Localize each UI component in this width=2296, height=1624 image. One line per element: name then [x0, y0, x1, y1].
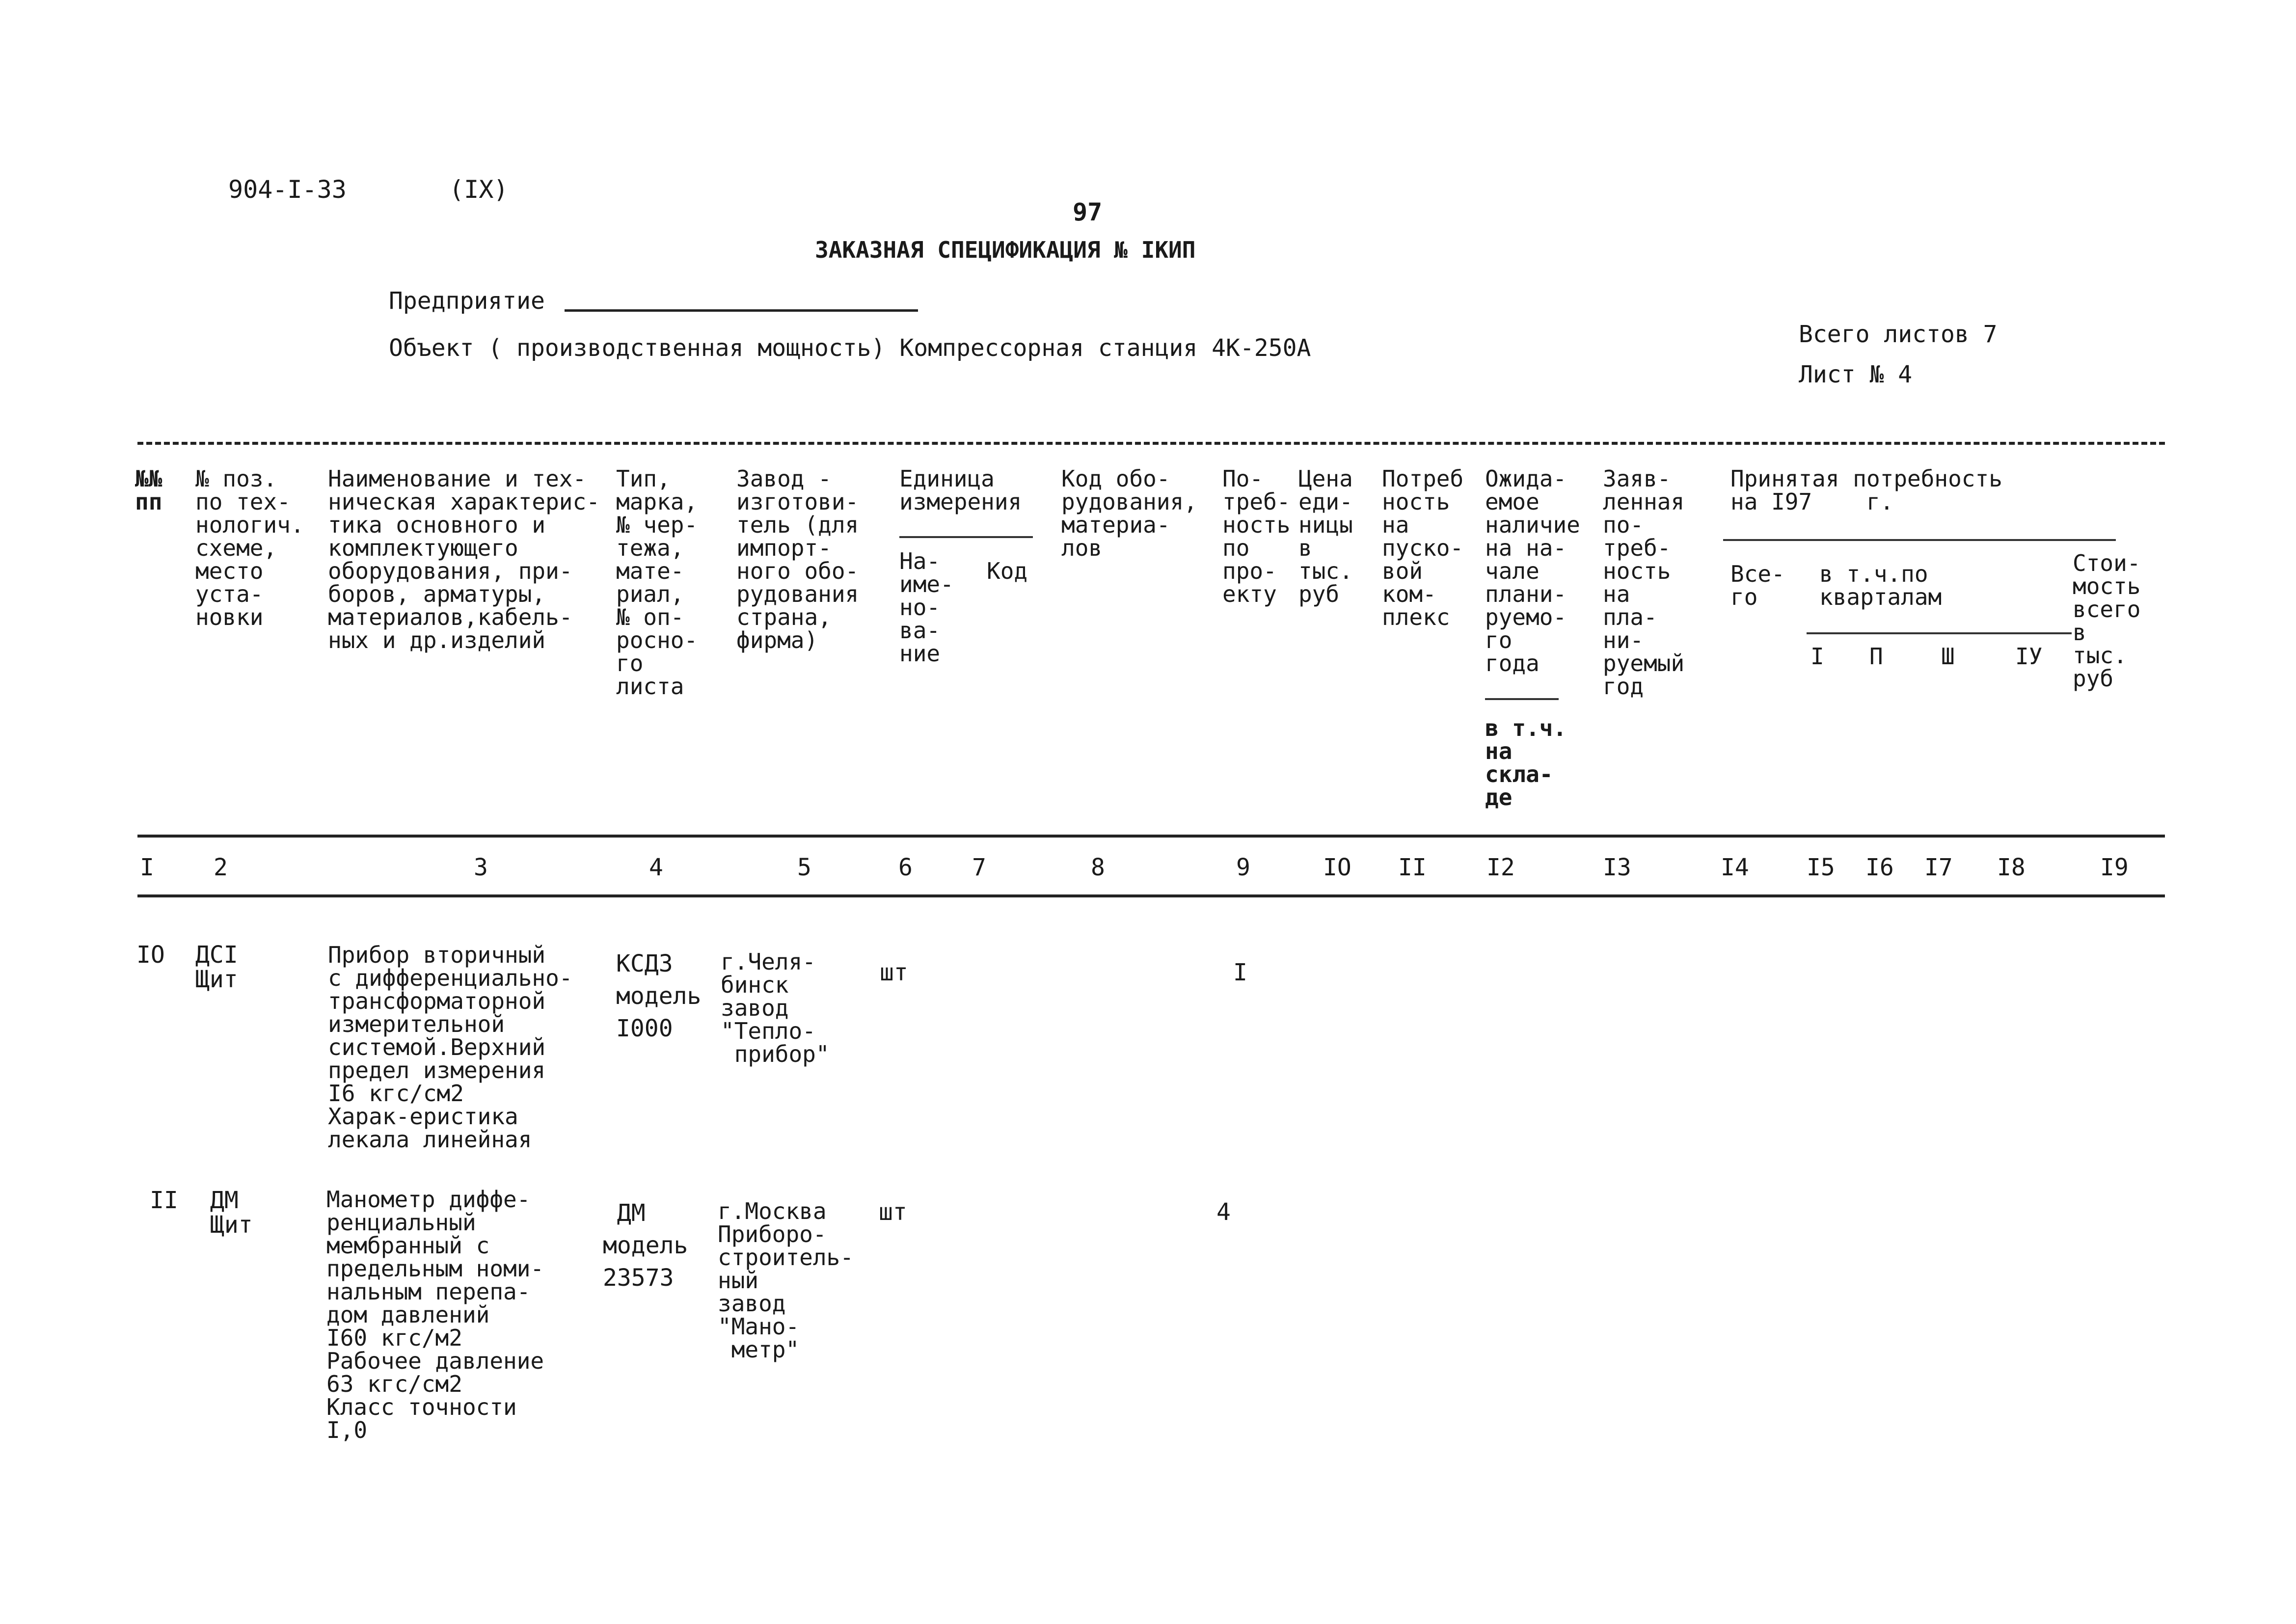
col-header-19: Стои- мость всего в тыс. руб — [2073, 550, 2141, 692]
enterprise-label: Предприятие — [389, 287, 545, 315]
col-header-13: Заяв- ленная по- треб- ность на пла- ни- руемый год — [1603, 465, 1685, 700]
row-unit: шт — [880, 959, 908, 986]
accepted-group-rule — [1723, 539, 2116, 541]
col-header-3: Наименование и тех- ническая характерис- тика основного и комплектующего оборудования, при- боров, арматуры, материалов,кабель- ных и др.изделий — [328, 465, 600, 653]
col12-sub-rule — [1485, 698, 1559, 700]
col-number: I8 — [1997, 854, 2026, 881]
header-bottom-rule — [137, 835, 2165, 838]
row-number: II — [150, 1187, 178, 1214]
row-type: КСДЗ модель I000 — [616, 950, 702, 1042]
quarters-rule — [1807, 632, 2072, 634]
col-number: I5 — [1807, 854, 1835, 881]
col-number: I6 — [1865, 854, 1894, 881]
col-number: 4 — [649, 854, 663, 881]
col-header-quarters: в т.ч.по кварталам — [1819, 561, 1942, 610]
col-header-12: Ожида- емое наличие на на- чале плани- руемо- го года — [1485, 465, 1580, 677]
column-numbers-bottom-rule — [137, 894, 2165, 897]
col-header-q4: IУ — [2015, 643, 2043, 670]
col-header-7: Код — [987, 558, 1028, 584]
col-header-14: Все- го — [1730, 561, 1785, 610]
total-sheets: Всего листов 7 — [1799, 321, 1998, 348]
row-position: ДМ Щит — [210, 1187, 253, 1239]
col-number: 5 — [797, 854, 811, 881]
enterprise-fill-line — [565, 309, 918, 312]
page-title: ЗАКАЗНАЯ СПЕЦИФИКАЦИЯ № IКИП — [815, 237, 1196, 263]
row-plant: г.Челя- бинск завод "Тепло- прибор" — [721, 948, 830, 1067]
col-number: I7 — [1924, 854, 1953, 881]
col-header-8: Код обо- рудования, материа- лов — [1061, 465, 1197, 561]
document-code: 904-I-33 — [228, 175, 347, 204]
col-number: IO — [1323, 854, 1351, 881]
col-number: I9 — [2100, 854, 2129, 881]
row-quantity: I — [1233, 959, 1247, 986]
col-header-q1: I — [1810, 643, 1824, 670]
row-unit: шт — [879, 1198, 907, 1226]
row-type: ДМ модель 23573 — [603, 1199, 688, 1292]
part-number: (IX) — [449, 175, 509, 204]
col-header-q2: П — [1869, 643, 1883, 670]
row-number: IO — [136, 941, 165, 969]
col-number: 6 — [898, 854, 913, 881]
col-number: 2 — [214, 854, 228, 881]
col-header-q3: Ш — [1941, 643, 1955, 670]
table-top-rule — [137, 442, 2165, 445]
col-number: I3 — [1603, 854, 1631, 881]
col-number: I4 — [1721, 854, 1749, 881]
col-number: 8 — [1091, 854, 1105, 881]
row-name: Манометр диффе- ренциальный мембранный с предельным номи- нальным перепа- дом давлений I60 кгс/м2 Рабочее давление 63 кгс/см2 Класс точности I,0 — [326, 1186, 544, 1443]
object-label: Объект ( производственная мощность) Компрессорная станция 4К-250А — [389, 334, 1311, 362]
col-number: 7 — [972, 854, 986, 881]
col-number: I2 — [1486, 854, 1515, 881]
row-plant: г.Москва Приборо- строитель- ный завод "Мано- метр" — [718, 1198, 854, 1363]
row-name: Прибор вторичный с дифференциально- трансформаторной измерительной системой.Верхний предел измерения I6 кгс/см2 Харак-еристика лекала линейная — [328, 942, 573, 1153]
row-quantity: 4 — [1216, 1198, 1231, 1226]
col-header-5: Завод - изготови- тель (для импорт- ного обо- рудования страна, фирма) — [736, 465, 859, 653]
col-header-12-sub: в т.ч. на скла- де — [1485, 715, 1567, 811]
col-header-11: Потреб ность на пуско- вой ком- плекс — [1382, 465, 1464, 630]
col-header-10: Цена еди- ницы в тыс. руб — [1298, 465, 1353, 607]
col-header-9: По- треб- ность по про- екту — [1222, 465, 1291, 607]
col-header-1: №№ пп — [135, 465, 162, 515]
sheet-number: Лист № 4 — [1799, 361, 1913, 388]
col-number: 9 — [1236, 854, 1250, 881]
col-header-unit-group: Единица измерения — [899, 465, 1022, 515]
col-number: 3 — [474, 854, 488, 881]
col-number: I — [140, 854, 154, 881]
col-header-accepted-group: Принятая потребность на I97 г. — [1730, 465, 2002, 515]
col-header-4: Тип, марка, № чер- тежа, мате- риал, № оп- росно- го листа — [616, 465, 698, 700]
col-header-6: На- име- но- ва- ние — [899, 548, 954, 667]
row-position: ДСI Щит — [195, 941, 238, 993]
col-number: II — [1398, 854, 1427, 881]
col-header-2: № поз. по тех- нологич. схеме, место уста- новки — [195, 465, 304, 630]
unit-group-rule — [899, 536, 1033, 538]
page-number: 97 — [1073, 198, 1103, 226]
